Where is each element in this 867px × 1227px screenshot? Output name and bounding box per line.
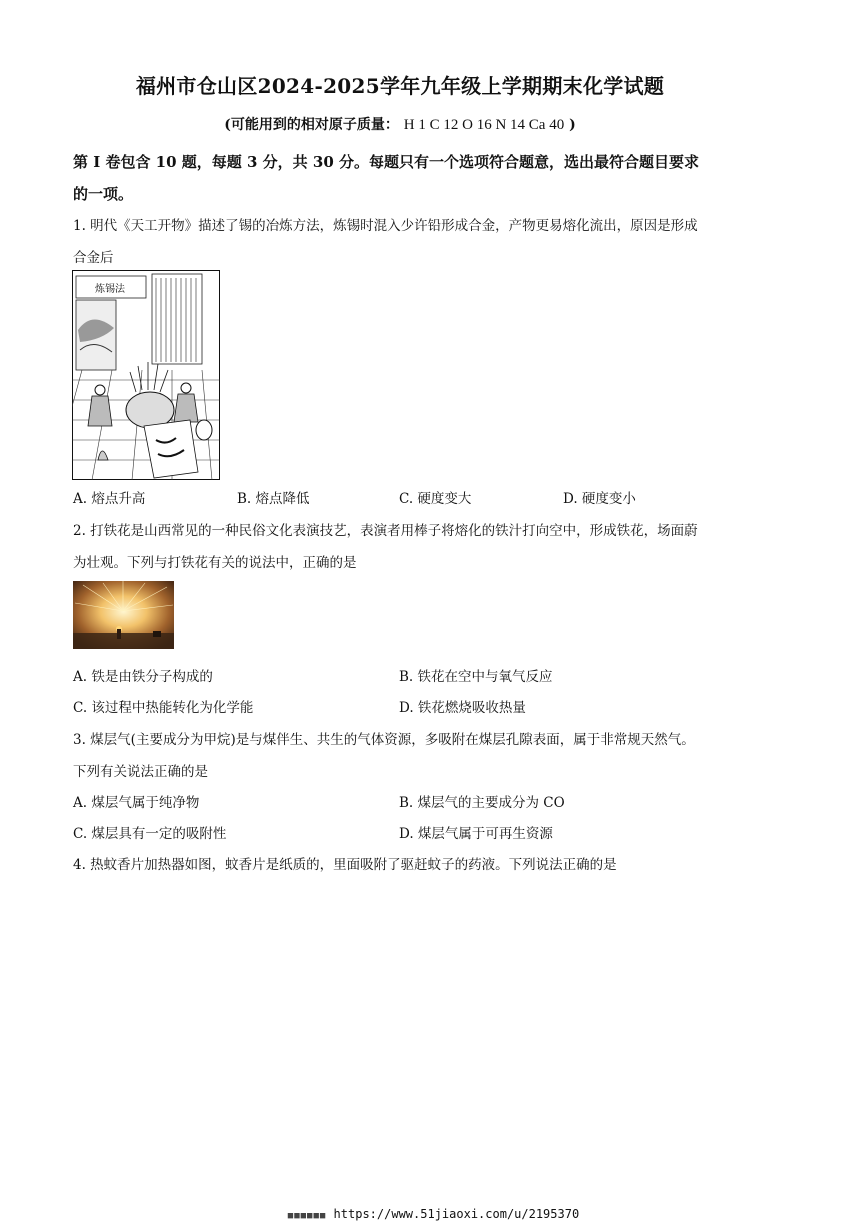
page-title: 福州市仓山区2024-2025学年九年级上学期期末化学试题 <box>135 74 665 98</box>
atomic-mass-close: ) <box>569 117 576 133</box>
footer-url[interactable]: https://www.51jiaoxi.com/u/2195370 <box>333 1207 580 1221</box>
q1-woodcut-figure <box>72 270 220 480</box>
q3-option-b: B. 煤层气的主要成分为 CO <box>399 795 565 811</box>
atomic-mass-label: (可能用到的相对原子质量： <box>224 117 399 133</box>
q1-option-d: D. 硬度变小 <box>563 491 636 507</box>
q2-option-d: D. 铁花燃烧吸收热量 <box>399 700 526 716</box>
footer-watermark: ■■■■■■ <box>287 1211 327 1221</box>
q2-stem-line2: 为壮观。下列与打铁花有关的说法中，正确的是 <box>73 555 357 571</box>
q2-option-c: C. 该过程中热能转化为化学能 <box>73 700 254 716</box>
q1-stem-line2: 合金后 <box>73 250 114 266</box>
q2-stem-line1: 2. 打铁花是山西常见的一种民俗文化表演技艺，表演者用棒子将熔化的铁汁打向空中，形成铁花，场面蔚 <box>73 523 698 539</box>
q1-option-a: A. 熔点升高 <box>73 491 146 507</box>
q2-option-a: A. 铁是由铁分子构成的 <box>73 669 213 685</box>
q3-stem-line2: 下列有关说法正确的是 <box>73 764 208 780</box>
q2-option-b: B. 铁花在空中与氧气反应 <box>399 669 553 685</box>
q1-figure-caption: 炼锡法 <box>95 284 125 295</box>
atomic-mass-values: H 1 C 12 O 16 N 14 Ca 40 <box>403 117 565 133</box>
q4-stem-line1: 4. 热蚊香片加热器如图，蚊香片是纸质的，里面吸附了驱赶蚊子的药液。下列说法正确的是 <box>73 857 617 873</box>
q1-option-c: C. 硬度变大 <box>399 491 472 507</box>
section-instruction-line1: 第 I 卷包含 10 题，每题 3 分，共 30 分。每题只有一个选项符合题意，选出最符合题目要求 <box>73 153 699 171</box>
section-instruction-line2: 的一项。 <box>73 185 134 203</box>
q3-option-c: C. 煤层具有一定的吸附性 <box>73 826 227 842</box>
q3-option-d: D. 煤层气属于可再生资源 <box>399 826 553 842</box>
atomic-mass-note <box>0 114 800 134</box>
q1-option-b: B. 熔点降低 <box>237 491 310 507</box>
q2-iron-sparks-photo <box>73 581 174 649</box>
page-footer <box>0 1207 867 1221</box>
q1-stem-line1: 1. 明代《天工开物》描述了锡的冶炼方法，炼锡时混入少许铅形成合金，产物更易熔化流出，原因是形成 <box>73 218 698 234</box>
q3-stem-line1: 3. 煤层气(主要成分为甲烷)是与煤伴生、共生的气体资源，多吸附在煤层孔隙表面，属于非常规天然气。 <box>73 732 695 748</box>
q3-option-a: A. 煤层气属于纯净物 <box>73 795 200 811</box>
